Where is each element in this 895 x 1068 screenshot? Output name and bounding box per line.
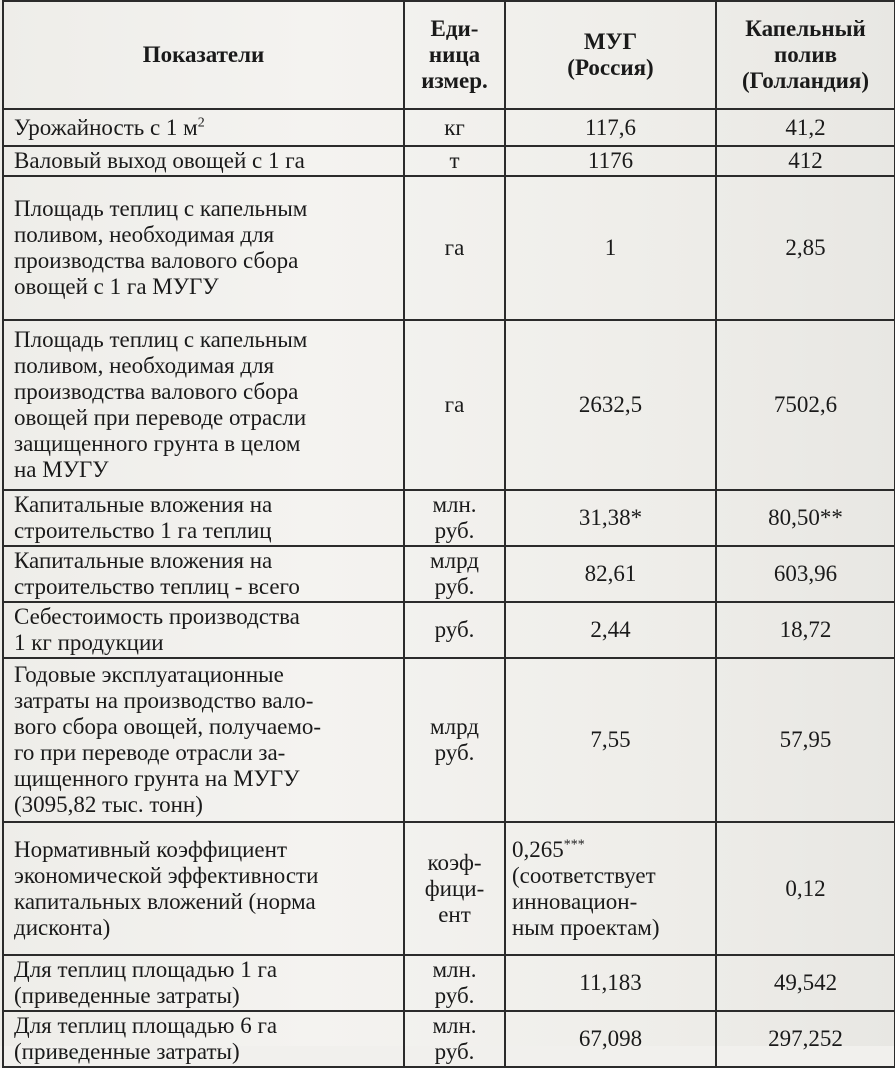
- row-drip-value: 41,2: [716, 109, 895, 146]
- superscript: 2: [197, 114, 205, 130]
- row-drip-value: 57,95: [716, 658, 895, 822]
- table-row: [3, 602, 895, 658]
- row-drip-value: 18,72: [716, 602, 895, 658]
- header-mug: МУГ (Россия): [505, 1, 716, 109]
- row-mug-value: 7,55: [505, 658, 716, 822]
- header-indicator: Показатели: [3, 1, 404, 109]
- row-name-cell: [3, 109, 404, 146]
- row-unit: млн. руб.: [404, 490, 505, 546]
- row-mug-note: (соответствует инновацион- ным проектам): [512, 862, 660, 940]
- row-mug-value: 2632,5: [505, 320, 716, 490]
- row-drip-value: 603,96: [716, 546, 895, 602]
- header-drip: Капельный полив (Голландия): [716, 1, 895, 109]
- table-row: [3, 955, 895, 1011]
- row-mug-value: 31,38*: [505, 490, 716, 546]
- row-drip-value: 412: [716, 146, 895, 176]
- row-unit: млрд руб.: [404, 546, 505, 602]
- row-mug-value: 117,6: [505, 109, 716, 146]
- row-mug-value: 1176: [505, 146, 716, 176]
- table-row: [3, 822, 895, 955]
- row-mug-value: 67,098: [505, 1011, 716, 1067]
- row-name: Годовые эксплуатационные затраты на производство вало- вого сбора овощей, получаемо- го при переводе отрасли за- щищенного грунта на МУГУ (3095,82 тыс. тонн): [3, 658, 404, 822]
- row-unit: руб.: [404, 602, 505, 658]
- comparison-table: [2, 0, 895, 1068]
- row-name: Себестоимость производства 1 кг продукции: [3, 602, 404, 658]
- row-unit: млн. руб.: [404, 1011, 505, 1067]
- row-name: Нормативный коэффициент экономической эффективности капитальных вложений (норма дисконта): [3, 822, 404, 955]
- table-row: [3, 1011, 895, 1067]
- row-name: Капитальные вложения на строительство теплиц - всего: [3, 546, 404, 602]
- row-drip-value: 7502,6: [716, 320, 895, 490]
- table-row: [3, 546, 895, 602]
- row-unit: млрд руб.: [404, 658, 505, 822]
- row-mug-value: 2,44: [505, 602, 716, 658]
- row-name: Площадь теплиц с капельным поливом, необходимая для производства валового сбора овощей при переводе отрасли защищенного грунта в целом на МУГУ: [3, 320, 404, 490]
- row-drip-value: 49,542: [716, 955, 895, 1011]
- row-drip-value: 80,50**: [716, 490, 895, 546]
- row-name: Урожайность с 1 м: [14, 114, 198, 140]
- footnote-marker: ***: [563, 836, 585, 852]
- row-drip-value: 0,12: [716, 822, 895, 955]
- row-mug-value: 82,61: [505, 546, 716, 602]
- header-unit: Еди- ница измер.: [404, 1, 505, 109]
- table-row: [3, 176, 895, 320]
- row-drip-value: 2,85: [716, 176, 895, 320]
- table-row: [3, 109, 895, 146]
- row-name: Валовый выход овощей с 1 га: [3, 146, 404, 176]
- row-unit: коэф- фици- ент: [404, 822, 505, 955]
- row-mug-value-cell: [505, 822, 716, 955]
- row-name: Площадь теплиц с капельным поливом, необходимая для производства валового сбора овощей с 1 га МУГУ: [3, 176, 404, 320]
- row-unit: млн. руб.: [404, 955, 505, 1011]
- row-unit: га: [404, 176, 505, 320]
- table-row: [3, 658, 895, 822]
- row-unit: кг: [404, 109, 505, 146]
- row-mug-value: 0,265: [512, 836, 564, 862]
- table-row: [3, 490, 895, 546]
- row-unit: га: [404, 320, 505, 490]
- row-name: Для теплиц площадью 1 га (приведенные затраты): [3, 955, 404, 1011]
- row-mug-value: 11,183: [505, 955, 716, 1011]
- row-unit: т: [404, 146, 505, 176]
- table-row: [3, 146, 895, 176]
- row-name: Для теплиц площадью 6 га (приведенные затраты): [3, 1011, 404, 1067]
- row-name: Капитальные вложения на строительство 1 га теплиц: [3, 490, 404, 546]
- table-row: [3, 320, 895, 490]
- row-drip-value: 297,252: [716, 1011, 895, 1067]
- row-mug-value: 1: [505, 176, 716, 320]
- header-row: [3, 1, 895, 109]
